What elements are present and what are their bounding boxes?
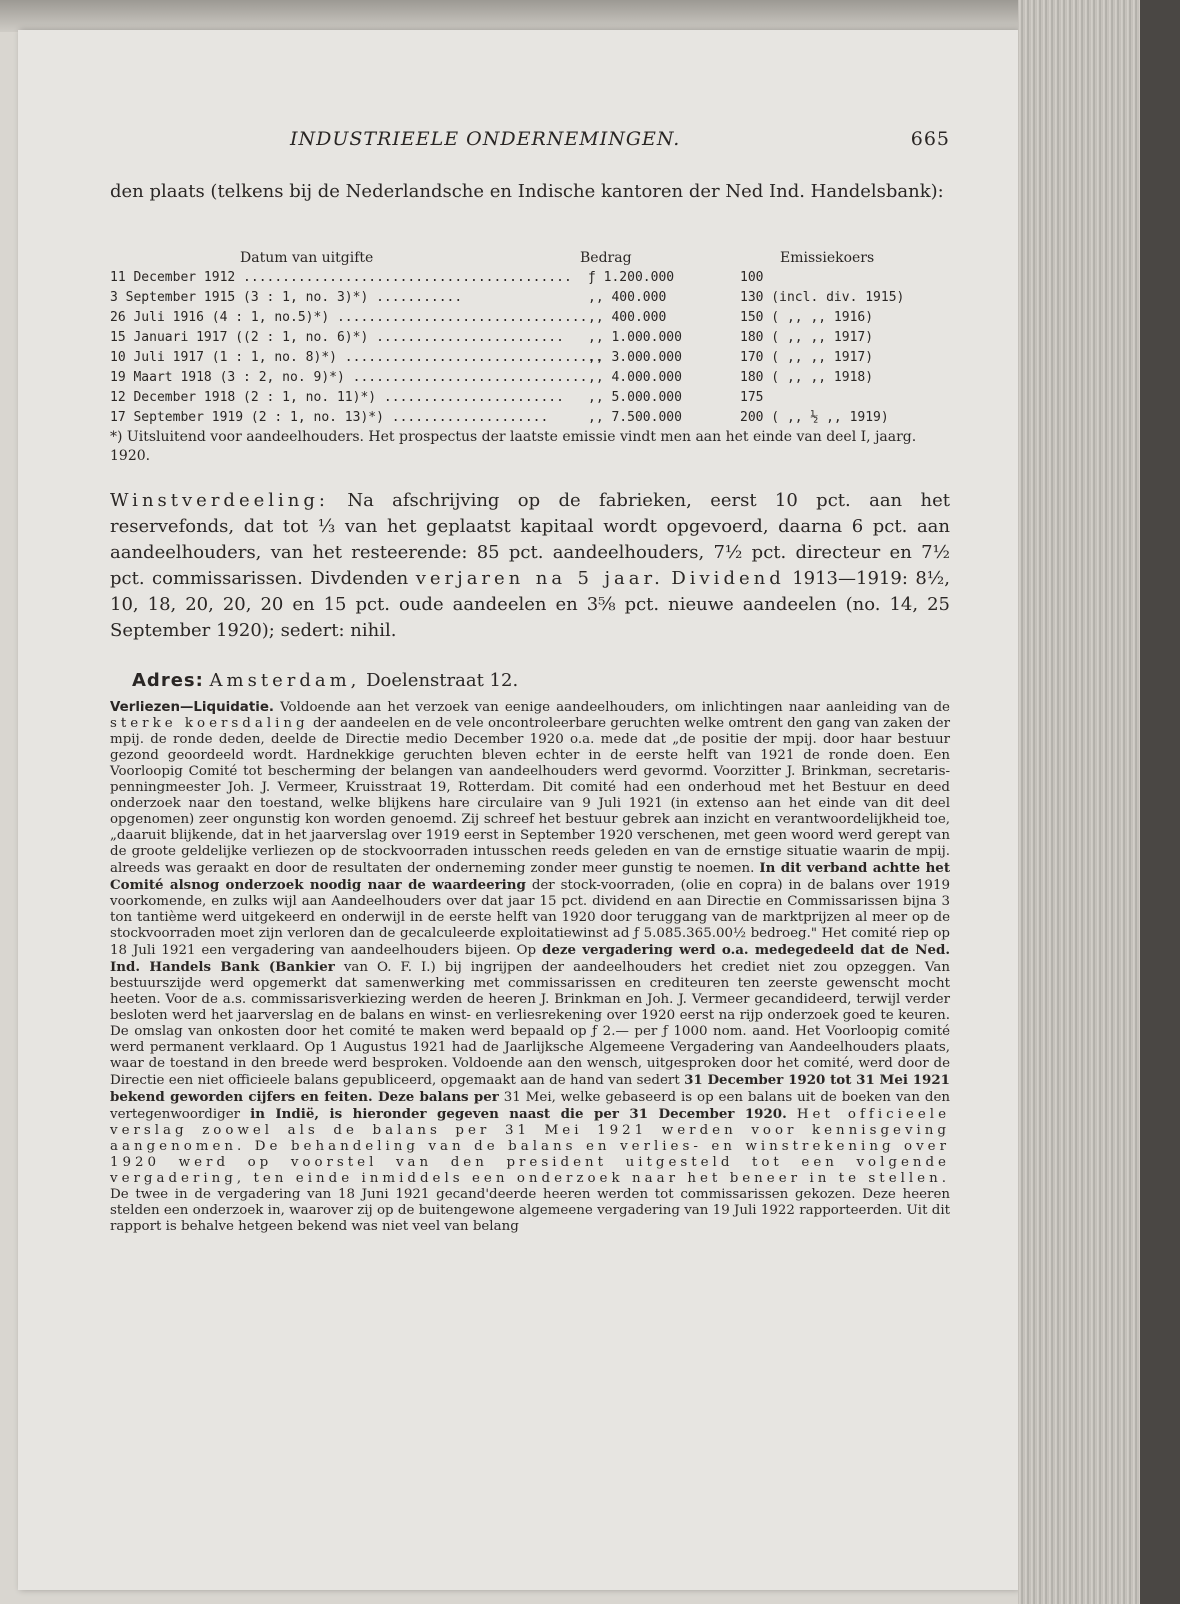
- row-rate: 180 ( ,, ,, 1917): [740, 330, 874, 345]
- row-rate: 175: [740, 390, 764, 405]
- table-row: [110, 370, 950, 390]
- row-rate: 170 ( ,, ,, 1917): [740, 350, 874, 365]
- verliezen-p7: 31 December 1920 tot 31 Mei 1921 bekend geworden cijfers en feiten. Deze balans per: [110, 1072, 950, 1105]
- verliezen-p6: van O. F. I.) bij ingrijpen der aandeelhouders het crediet niet zou opzeggen. Van bestuurszijde werd opgemerkt dat samenwerking met commissarissen en crediteuren ten zeerste gewenscht mocht heeten. Voor de a.s. commissarisverkiezing werden de heeren J. Brinkman en Joh. J. Vermeer gecandideerd, terwijl verder besloten werd het jaarverslag en de balans en winst- en verliesrekening over 1920 eerst na rijp onderzoek goed te keuren. De omslag van onkosten door het comité te maken werd bepaald op ƒ 2.— per ƒ 1000 nom. aand. Het Voorloopig comité werd permanent verklaard. Op 1 Augustus 1921 had de Jaarlijksche Algemeene Vergadering van Aandeelhouders plaats, waar de toestand in den breede werd besproken. Voldoende aan den wensch, uitgesproken door het comité, werd door de Directie een niet officieele balans gepubliceerd, opgemaakt aan de hand van sedert: [110, 960, 950, 1088]
- row-rate: 130 (incl. div. 1915): [740, 290, 905, 305]
- table-row: [110, 390, 950, 410]
- row-amount: ,, 400.000: [588, 290, 667, 305]
- verliezen-heading: Verliezen—Liquidatie.: [110, 700, 274, 715]
- row-date: 10 Juli 1917 (1 : 1, no. 8)*) .................................: [110, 350, 604, 365]
- address-label: Adres:: [132, 670, 204, 691]
- table-row: [110, 270, 950, 290]
- winst-label: Winstverdeeling:: [110, 490, 329, 511]
- dividend-text: 1913—1919: 8½, 10, 18, 20, 20, 20 en 15 pct. oude aandeelen en 3⅝ pct. nieuwe aandeelen (no. 14, 25 September 1920); sedert: nihil.: [110, 568, 950, 641]
- winstverdeeling-paragraph: [110, 488, 950, 644]
- row-amount: ,, 5.000.000: [588, 390, 682, 405]
- row-date: 15 Januari 1917 ((2 : 1, no. 6)*) ........................: [110, 330, 564, 345]
- address-street: Doelenstraat 12.: [366, 670, 519, 691]
- page-top-band: [0, 0, 1180, 32]
- verliezen-p11: De twee in de vergadering van 18 Juni 1921 gecand'deerde heeren werden tot commissarissen gekozen. Deze heeren stelden een onderzoek in, waarover zij op de buitengewone algemeene vergadering van 19 Juli 1922 rapporteerden. Uit dit rapport is behalve hetgeen bekend was niet veel van belang: [110, 1187, 950, 1234]
- header-title: INDUSTRIEELE ONDERNEMINGEN.: [290, 128, 681, 150]
- address-line: [132, 670, 518, 691]
- row-date: 19 Maart 1918 (3 : 2, no. 9)*) ..............................: [110, 370, 588, 385]
- row-date: 3 September 1915 (3 : 1, no. 3)*) ...........: [110, 290, 463, 305]
- row-rate: 200 ( ,, ½ ,, 1919): [740, 410, 889, 425]
- table-footnote: *) Uitsluitend voor aandeelhouders. Het prospectus der laatste emissie vindt men aan het einde van deel I, jaarg. 1920.: [110, 429, 917, 464]
- row-amount: ,, 7.500.000: [588, 410, 682, 425]
- table-row: [110, 310, 950, 330]
- verliezen-p10: Het officieele verslag zoowel als de balans per 31 Mei 1921 werden voor kennisgeving aangenomen. De behandeling van de balans en verlies- en winstrekening over 1920 werd op voorstel van den president uitgesteld tot een volgende vergadering, ten einde inmiddels een onderzoek naar het beneer in te stellen.: [110, 1107, 950, 1186]
- row-amount: ,, 400.000: [588, 310, 667, 325]
- verliezen-p9: in Indië, is hieronder gegeven naast die per 31 December 1920.: [250, 1106, 787, 1122]
- verliezen-paragraph: [110, 700, 950, 1235]
- row-amount: ƒ 1.200.000: [588, 270, 675, 285]
- column-header-rate: Emissiekoers: [780, 250, 875, 266]
- table-row: [110, 410, 950, 430]
- verliezen-p1: Voldoende aan het verzoek van eenige aandeelhouders, om inlichtingen naar aanleiding van de: [280, 700, 950, 715]
- running-header: [110, 128, 950, 152]
- verliezen-p5: deze vergadering werd o.a. medegedeeld dat de Ned. Ind. Handels Bank (Bankier: [110, 942, 950, 975]
- column-header-date: Datum van uitgifte: [240, 250, 374, 266]
- row-rate: 100: [740, 270, 764, 285]
- row-amount: ,, 4.000.000: [588, 370, 682, 385]
- column-header-amount: Bedrag: [580, 250, 632, 266]
- page-number: 665: [910, 128, 950, 150]
- table-row: [110, 330, 950, 350]
- book-binding-edge: [1140, 0, 1180, 1604]
- verliezen-p3: In dit verband achtte het Comité alsnog onderzoek noodig naar de waardeering: [110, 860, 951, 893]
- intro-text: den plaats (telkens bij de Nederlandsche en Indische kantoren der Ned Ind. Handelsbank):: [110, 181, 944, 202]
- winst-text: Na afschrijving op de fabrieken, eerst 10 pct. aan het reservefonds, dat tot ⅓ van het geplaatst kapitaal wordt opgevoerd, daarna 6 pct. aan aandeelhouders, van het resteerende: 85 pct. aandeelhouders, 7½ pct. directeur en 7½ pct. commissarissen. Divdenden: [110, 490, 950, 589]
- row-amount: ,, 1.000.000: [588, 330, 682, 345]
- row-date: 17 September 1919 (2 : 1, no. 13)*) ....................: [110, 410, 549, 425]
- verliezen-p8: 31 Mei, welke gebaseerd is op een balans uit de boeken van den vertegenwoordiger: [110, 1090, 951, 1122]
- row-rate: 180 ( ,, ,, 1918): [740, 370, 874, 385]
- table-row: [110, 350, 950, 370]
- dividend-label: Dividend: [671, 568, 785, 589]
- row-rate: 150 ( ,, ,, 1916): [740, 310, 874, 325]
- row-date: 12 December 1918 (2 : 1, no. 11)*) .......................: [110, 390, 564, 405]
- address-city: Amsterdam,: [209, 670, 361, 691]
- verliezen-p2: der aandeelen en de vele oncontroleerbare geruchten welke omtrent den gang van zaken der mpij. de ronde deden, deelde de Directie medio December 1920 o.a. mede dat „de positie der mpij. door haar bestuur gezond geoordeeld wordt. Hardnekkige geruchten bleven echter in de eerste helft van 1921 de ronde doen. Een Voorloopig Comité tot bescherming der belangen van aandeelhouders werd gevormd. Voorzitter J. Brinkman, secretaris-penningmeester Joh. J. Vermeer, Kruisstraat 19, Rotterdam. Dit comité had een onderhoud met het Bestuur en deed onderzoek naar den toestand, welke blijkens hare circulaire van 9 Juli 1921 (in extenso aan het einde van dit deel opgenomen) zeer ongunstig kon worden genoemd. Zij schreef het bestuur gebrek aan inzicht en verantwoordelijkheid toe, „daaruit blijkende, dat in het jaarverslag over 1919 eerst in September 1920 verschenen, met geen woord werd gerept van de groote geldelijke verliezen op de stockvoorraden intusschen reeds geleden en van de ernstige situatie waarin de mpij. alreeds was geraakt en door de resultaten der onderneming zonder meer gunstig te noemen.: [110, 716, 950, 876]
- row-date: 26 Juli 1916 (4 : 1, no.5)*) ................................: [110, 310, 588, 325]
- verliezen-sterke: sterke koersdaling: [110, 716, 309, 731]
- verjaren-text: verjaren na 5 jaar.: [415, 568, 664, 589]
- row-amount: ,, 3.000.000: [588, 350, 682, 365]
- row-date: 11 December 1912 ..........................................: [110, 270, 572, 285]
- verliezen-p4: der stock-voorraden, (olie en copra) in de balans over 1919 voorkomende, en zulks wijl aan Aandeelhouders over dat jaar 15 pct. dividend en aan Directie en Commissarissen bijna 3 ton tantième werd uitgekeerd en onderwijl in de eerste helft van 1920 door teruggang van de marktprijzen al meer op de stockvoorraden moet zijn verloren dan de gecalculeerde exploitatiewinst ad ƒ 5.085.365.00½ bedroeg." Het comité riep op 18 Juli 1921 een vergadering van aandeelhouders bijeen. Op: [110, 878, 950, 958]
- table-row: [110, 290, 950, 310]
